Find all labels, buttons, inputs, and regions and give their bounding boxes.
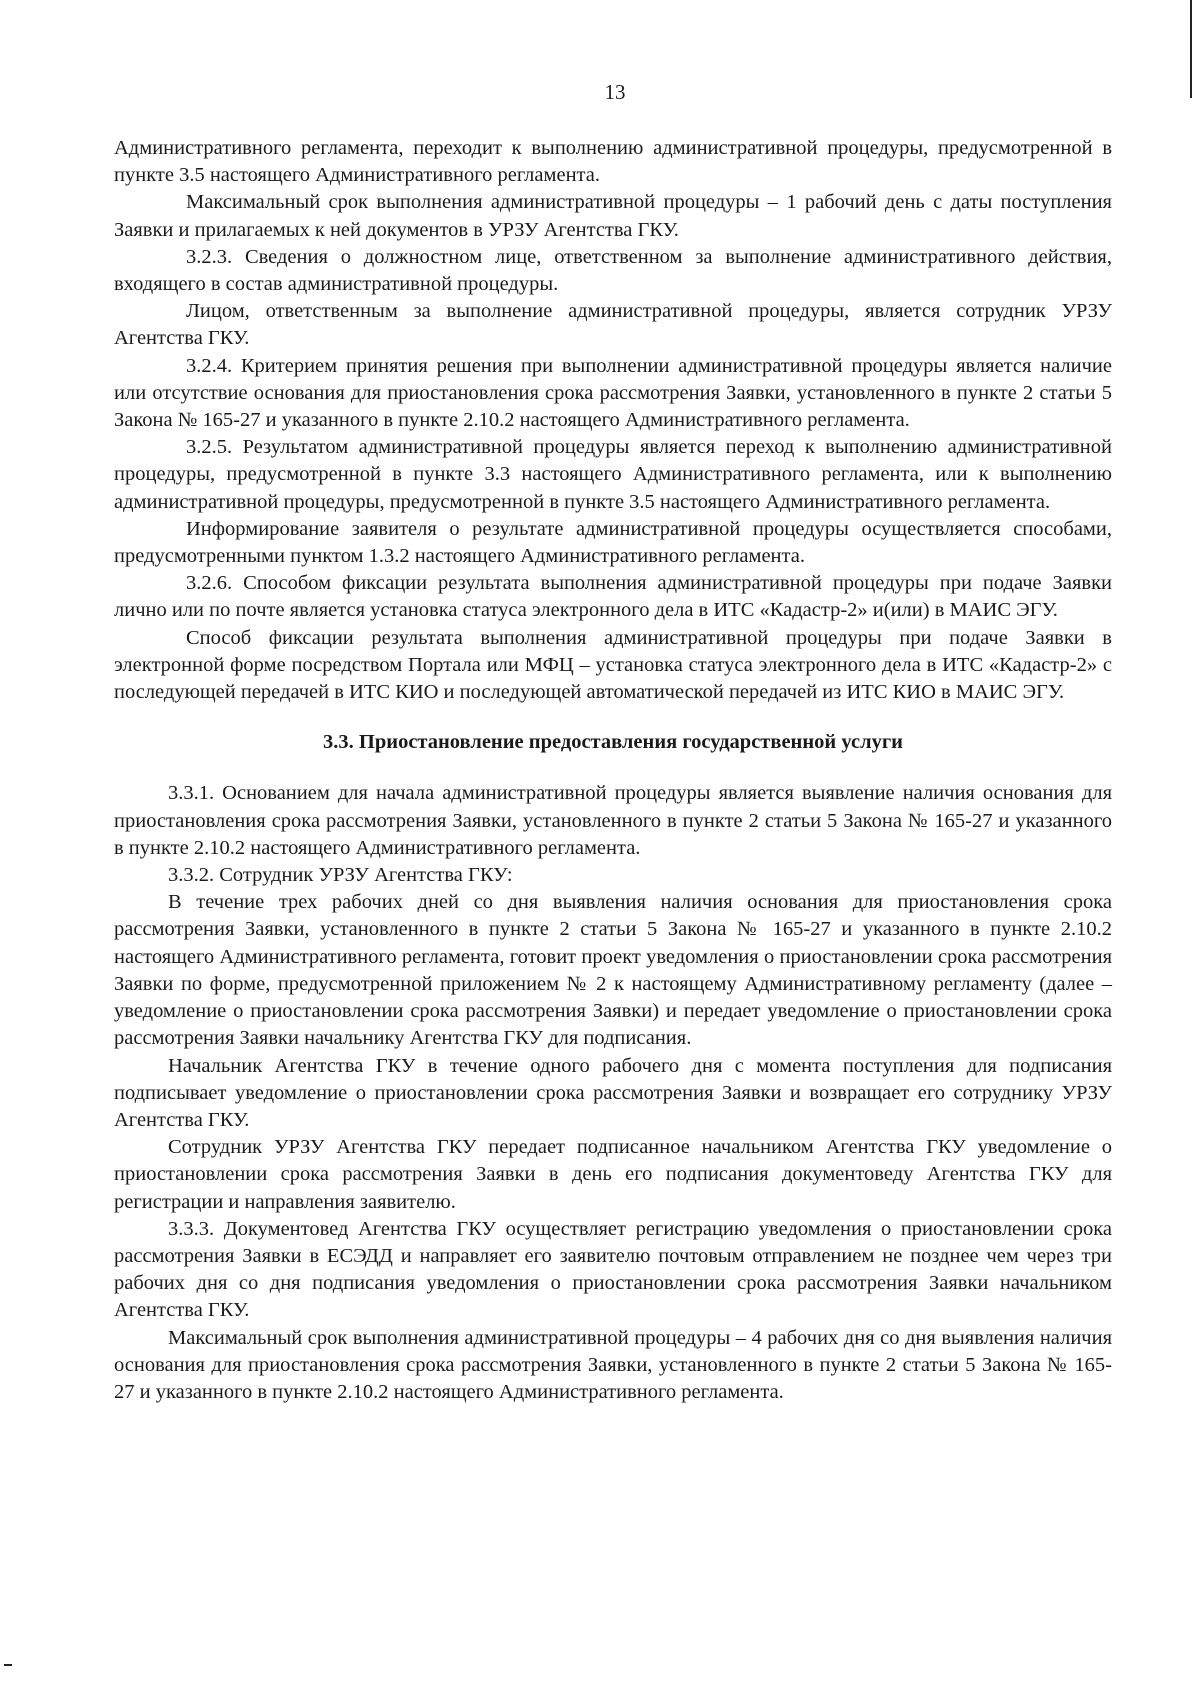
section-heading: 3.3. Приостановление предоставления государственной услуги — [323, 731, 903, 754]
paragraph: 3.3.2. Сотрудник УРЗУ Агентства ГКУ: — [168, 864, 513, 887]
scan-edge-mark — [4, 1664, 12, 1666]
paragraph: Лицом, ответственным за выполнение административной процедуры, является сотрудник УРЗУ Агентства ГКУ. — [114, 300, 1112, 350]
document-body — [114, 135, 1112, 1406]
paragraph: В течение трех рабочих дней со дня выявления наличия основания для приостановления срока рассмотрения Заявки, установленного в пункте 2 статьи 5 Закона № 165-27 и указанного в пункте 2.10.2 настоящего Административного регламента, готовит проект уведомления о приостановлении срока рассмотрения Заявки по форме, предусмотренной приложением № 2 к настоящему Административному регламенту (далее – уведомление о приостановлении срока рассмотрения Заявки) и передает уведомление о приостановлении срока рассмотрения Заявки начальнику Агентства ГКУ для подписания. — [114, 891, 1112, 1050]
paragraph: 3.2.5. Результатом административной процедуры является переход к выполнению административной процедуры, предусмотренной в пункте 3.3 настоящего Административного регламента, или к выполнению административной процедуры, предусмотренной в пункте 3.5 настоящего Административного регламента. — [114, 436, 1112, 513]
paragraph: Административного регламента, переходит к выполнению административной процедуры, предусмотренной в пункте 3.5 настоящего Административного регламента. — [114, 137, 1112, 187]
paragraph: Начальник Агентства ГКУ в течение одного рабочего дня с момента поступления для подписания подписывает уведомление о приостановлении срока рассмотрения Заявки и возвращает его сотруднику УРЗУ Агентства ГКУ. — [114, 1054, 1112, 1131]
paragraph: 3.2.3. Сведения о должностном лице, ответственном за выполнение административного действия, входящего в состав административной процедуры. — [114, 245, 1112, 296]
paragraph: Сотрудник УРЗУ Агентства ГКУ передает подписанное начальником Агентства ГКУ уведомление о приостановлении срока рассмотрения Заявки в день его подписания документоведу Агентства ГКУ для регистрации и направления заявителю. — [114, 1136, 1112, 1213]
paragraph: 3.2.6. Способом фиксации результата выполнения административной процедуры при подаче Заявки лично или по почте является установка статуса электронного дела в ИТС «Кадастр-2» и(или) в МАИС ЭГУ. — [114, 572, 1112, 622]
paragraph: Информирование заявителя о результате административной процедуры осуществляется способами, предусмотренными пунктом 1.3.2 настоящего Административного регламента. — [114, 517, 1112, 568]
paragraph: Максимальный срок выполнения административной процедуры – 1 рабочий день с даты поступления Заявки и прилагаемых к ней документов в УРЗУ Агентства ГКУ. — [114, 191, 1112, 241]
paragraph: 3.2.4. Критерием принятия решения при выполнении административной процедуры является наличие или отсутствие основания для приостановления срока рассмотрения Заявки, установленного в пункте 2 статьи 5 Закона № 165-27 и указанного в пункте 2.10.2 настоящего Административного регламента. — [114, 354, 1112, 432]
paragraph: Способ фиксации результата выполнения административной процедуры при подаче Заявки в электронной форме посредством Портала или МФЦ – установка статуса электронного дела в ИТС «Кадастр-2» с последующей передачей в ИТС КИО и последующей автоматической передачей из ИТС КИО в МАИС ЭГУ. — [114, 626, 1112, 704]
page-number: 13 — [604, 80, 626, 104]
paragraph: Максимальный срок выполнения административной процедуры – 4 рабочих дня со дня выявления наличия основания для приостановления срока рассмотрения Заявки, установленного в пункте 2 статьи 5 Закона № 165-27 и указанного в пункте 2.10.2 настоящего Административного регламента. — [114, 1326, 1112, 1403]
paragraph: 3.3.3. Документовед Агентства ГКУ осуществляет регистрацию уведомления о приостановлении срока рассмотрения Заявки в ЕСЭДД и направляет его заявителю почтовым отправлением не позднее чем через три рабочих дня со дня подписания уведомления о приостановлении срока рассмотрения Заявки начальником Агентства ГКУ. — [114, 1217, 1112, 1322]
paragraph: 3.3.1. Основанием для начала административной процедуры является выявление наличия основания для приостановления срока рассмотрения Заявки, установленного в пункте 2 статьи 5 Закона № 165-27 и указанного в пункте 2.10.2 настоящего Административного регламента. — [114, 782, 1112, 859]
